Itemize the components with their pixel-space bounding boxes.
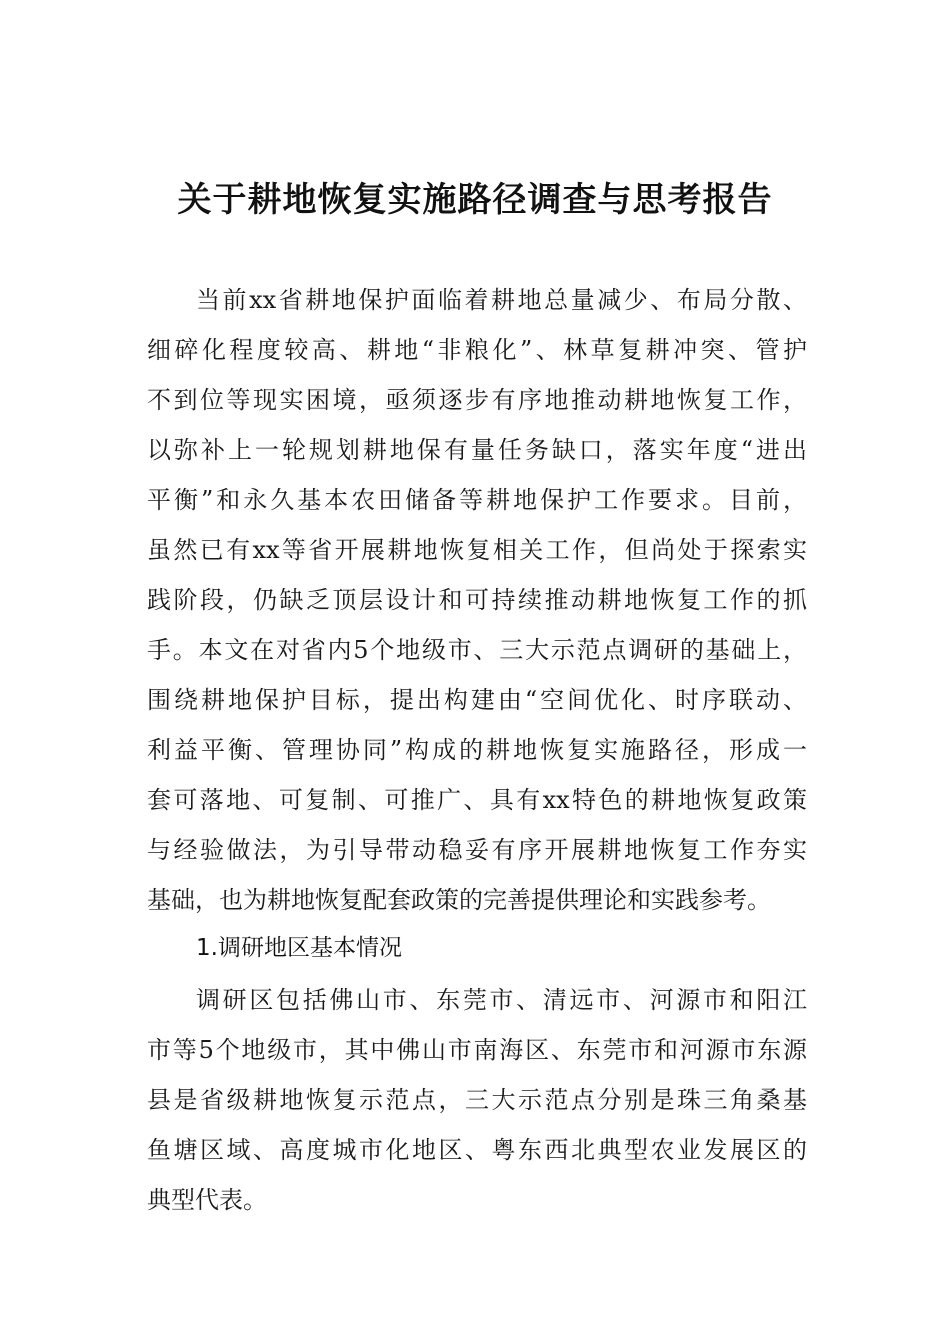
paragraph-line: 虽然已有xx等省开展耕地恢复相关工作，但尚处于探索实 <box>147 536 807 564</box>
paragraph-line: 基础，也为耕地恢复配套政策的完善提供理论和实践参考。 <box>147 886 771 914</box>
paragraph-line: 践阶段，仍缺乏顶层设计和可持续推动耕地恢复工作的抓 <box>147 586 807 614</box>
paragraph-line: 鱼塘区域、高度城市化地区、粤东西北典型农业发展区的 <box>147 1136 807 1164</box>
paragraph-line: 不到位等现实困境，亟须逐步有序地推动耕地恢复工作， <box>147 386 807 414</box>
paragraph-line: 当前xx省耕地保护面临着耕地总量减少、布局分散、 <box>196 286 807 314</box>
paragraph-line: 调研区包括佛山市、东莞市、清远市、河源市和阳江 <box>196 986 807 1014</box>
paragraph-line: 平衡”和永久基本农田储备等耕地保护工作要求。目前， <box>147 486 807 514</box>
paragraph-line: 与经验做法，为引导带动稳妥有序开展耕地恢复工作夯实 <box>147 836 807 864</box>
document-title: 关于耕地恢复实施路径调查与思考报告 <box>177 180 773 220</box>
paragraph-line: 利益平衡、管理协同”构成的耕地恢复实施路径，形成一 <box>147 736 807 764</box>
paragraph-line: 典型代表。 <box>147 1186 267 1214</box>
paragraph-line: 市等5个地级市，其中佛山市南海区、东莞市和河源市东源 <box>147 1036 807 1064</box>
paragraph-line: 细碎化程度较高、耕地“非粮化”、林草复耕冲突、管护 <box>147 336 807 364</box>
paragraph-line: 县是省级耕地恢复示范点，三大示范点分别是珠三角桑基 <box>147 1086 807 1114</box>
section-heading: 1.调研地区基本情况 <box>196 935 402 961</box>
paragraph-line: 以弥补上一轮规划耕地保有量任务缺口，落实年度“进出 <box>147 436 807 464</box>
paragraph-line: 围绕耕地保护目标，提出构建由“空间优化、时序联动、 <box>147 686 807 714</box>
paragraph-line: 套可落地、可复制、可推广、具有xx特色的耕地恢复政策 <box>147 786 807 814</box>
paragraph-line: 手。本文在对省内5个地级市、三大示范点调研的基础上， <box>147 636 807 664</box>
